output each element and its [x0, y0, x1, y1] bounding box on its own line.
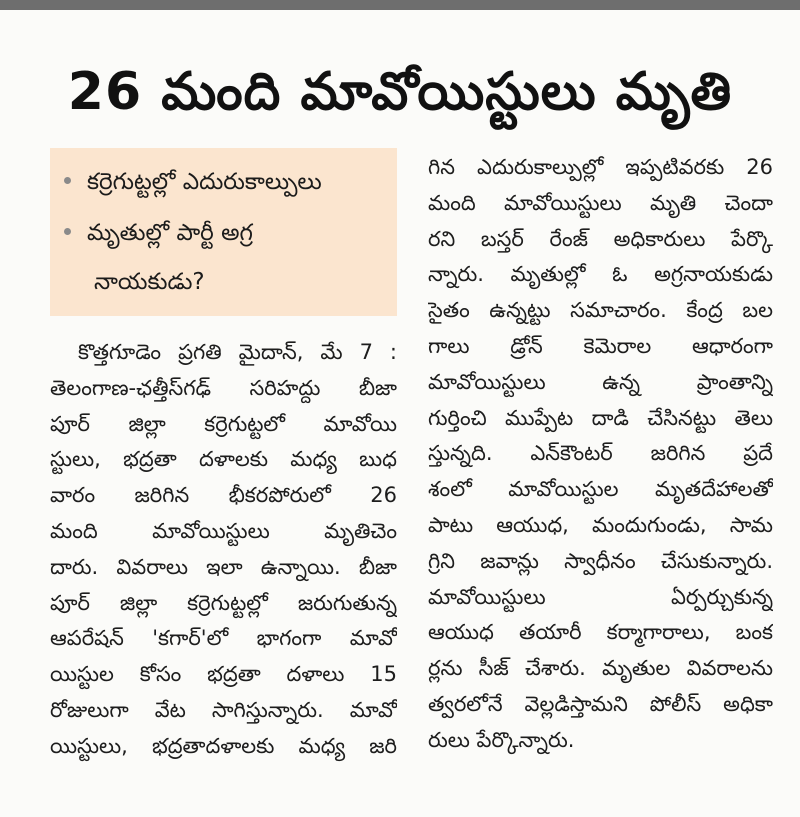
text-line: యిస్టులు, భద్రతాదళాలకు మధ్య జరి	[50, 733, 397, 758]
highlight-text-2: మృతుల్లో పార్టీ అగ్ర	[87, 220, 253, 246]
text-line: త్వరలోనే వెల్లడిస్తామని పోలీస్‌ అధికా	[428, 691, 773, 716]
text-line: మంది మావోయిస్టులు మృతిచెం	[50, 518, 397, 543]
text-line: పాటు ఆయుధ, మందుగుండు, సామ	[428, 512, 773, 537]
bullet-icon	[64, 177, 71, 184]
text-line: రులు పేర్కొన్నారు.	[428, 727, 575, 752]
text-line: రోజులుగా వేట సాగిస్తున్నారు. మావో	[50, 697, 397, 722]
highlight-text-1: కర్రెగుట్టల్లో ఎదురుకాల్పులు	[87, 169, 322, 195]
text-line: శంలో మావోయిస్టుల మృతదేహాలతో	[428, 477, 773, 502]
text-line: గిన ఎదురుకాల్పుల్లో ఇప్పటివరకు 26	[428, 155, 773, 179]
text-line: స్టులు, భద్రతా దళాలకు మధ్య బుధ	[50, 447, 397, 472]
text-line: యిస్టుల కోసం భద్రతా దళాలు 15	[50, 662, 397, 687]
text-line: వారం జరిగిన భీకరపోరులో 26	[50, 483, 397, 508]
text-line: రని బస్తర్‌ రేంజ్‌ అధికారులు పేర్కొ	[428, 226, 773, 251]
bullet-icon	[64, 228, 71, 235]
text-line: పూర్‌ జిల్లా కర్రెగుట్టల్లో జరుగుతున్న	[50, 590, 397, 615]
text-line: మంది మావోయిస్టులు మృతి చెందా	[428, 190, 773, 215]
article-left-column	[50, 335, 397, 765]
text-line: సైతం ఉన్నట్టు సమాచారం. కేంద్ర బల	[428, 298, 773, 323]
article-right-column	[428, 150, 773, 759]
top-rule	[0, 0, 800, 10]
text-line: మావోయిస్టులు ఉన్న ప్రాంతాన్ని	[428, 369, 773, 394]
text-line: గుర్తించి ముప్పేట దాడి చేసినట్టు తెలు	[428, 405, 773, 430]
highlights-box	[50, 148, 397, 316]
highlight-item-1	[64, 166, 322, 198]
text-line: గ్రిని జవాన్లు స్వాధీనం చేసుకున్నారు.	[428, 548, 773, 573]
text-line: దారు. వివరాలు ఇలా ఉన్నాయి. బీజా	[50, 554, 397, 579]
text-line: స్తున్నది. ఎన్‌కౌంటర్‌ జరిగిన ప్రదే	[428, 441, 773, 466]
text-line: పూర్‌ జిల్లా కర్రెగుట్టలో మావోయి	[50, 411, 397, 436]
text-line: కొత్తగూడెం ప్రగతి మైదాన్‌, మే 7 :	[78, 340, 397, 364]
text-line: ఆయుధ తయారీ కర్మాగారాలు, బంక	[428, 620, 773, 645]
text-line: ర్లను సీజ్‌ చేశారు. మృతుల వివరాలను	[428, 656, 773, 681]
text-line: న్నారు. మృతుల్లో ఓ అగ్రనాయకుడు	[428, 262, 773, 287]
text-line: గాలు డ్రోన్‌ కెమెరాల ఆధారంగా	[428, 333, 773, 358]
highlight-item-2	[64, 217, 253, 249]
highlight-item-2-continued: నాయకుడు?	[94, 269, 205, 295]
text-line: తెలంగాణ-ఛత్తీస్‌గఢ్‌ సరిహద్దు బీజా	[50, 375, 397, 400]
headline: 26 మంది మావోయిస్టులు మృతి	[67, 62, 733, 122]
text-line: ఆపరేషన్‌ 'కగార్‌'లో భాగంగా మావో	[50, 626, 397, 651]
text-line: మావోయిస్టులు ఏర్పర్చుకున్న	[428, 584, 773, 609]
